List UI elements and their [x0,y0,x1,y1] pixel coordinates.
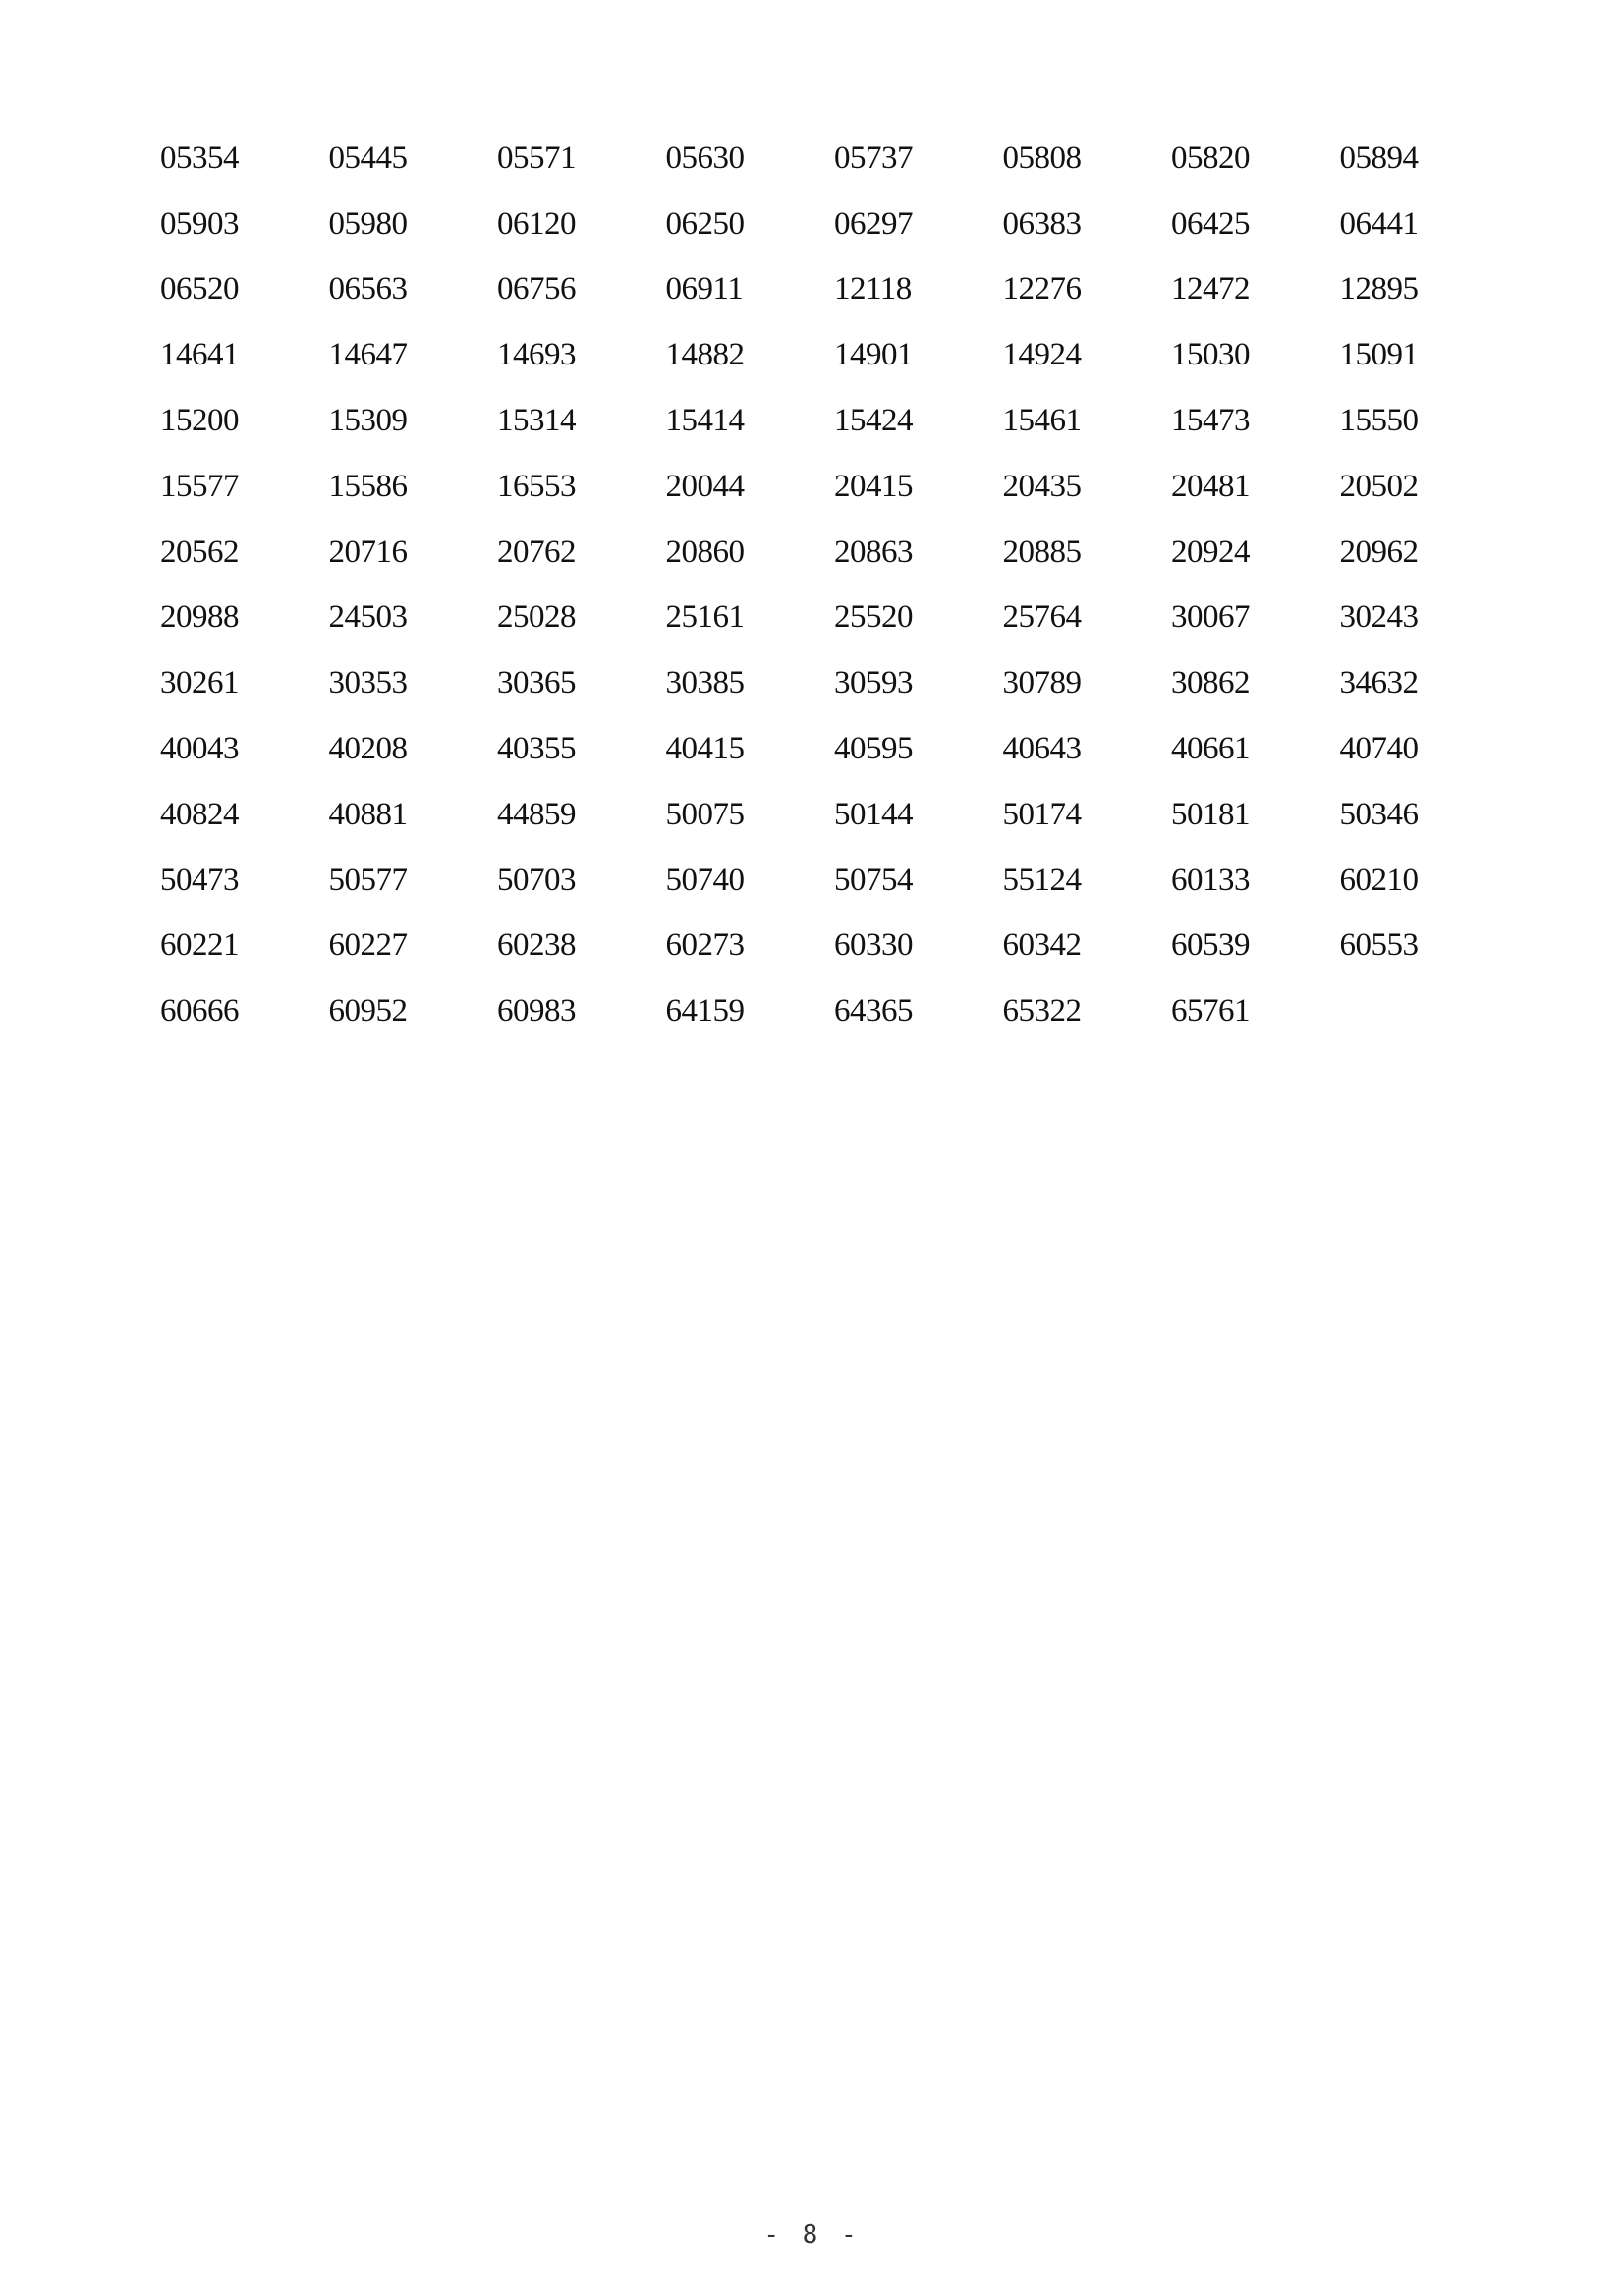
number-cell: 06250 [665,205,745,242]
number-cell: 40208 [328,731,408,767]
number-cell: 50181 [1171,796,1250,832]
number-cell: 25764 [1002,599,1082,636]
number-row [160,257,1516,323]
number-cell: 50754 [834,862,913,898]
number-cell: 05571 [497,140,576,176]
number-row [160,586,1516,651]
number-cell: 60539 [1171,927,1250,964]
number-cell: 30862 [1171,665,1250,701]
number-cell: 40415 [665,731,745,767]
number-cell: 60952 [328,993,408,1030]
number-cell: 40355 [497,731,576,767]
number-row [160,979,1516,1044]
number-cell: 30353 [328,665,408,701]
number-cell: 14693 [497,337,576,373]
number-cell: 05630 [665,140,745,176]
number-cell: 20885 [1002,533,1082,570]
number-cell: 15586 [328,468,408,504]
number-cell: 50346 [1339,796,1419,832]
number-cell: 20481 [1171,468,1250,504]
number-cell: 15461 [1002,403,1082,439]
number-cell: 05808 [1002,140,1082,176]
number-cell: 30067 [1171,599,1250,636]
number-cell: 30365 [497,665,576,701]
number-cell: 05980 [328,205,408,242]
number-cell: 20860 [665,533,745,570]
number-cell: 06756 [497,271,576,308]
number-cell: 64159 [665,993,745,1030]
number-cell: 65761 [1171,993,1250,1030]
number-row [160,126,1516,192]
number-cell: 15550 [1339,403,1419,439]
number-cell: 20762 [497,533,576,570]
number-cell: 25161 [665,599,745,636]
number-cell: 30243 [1339,599,1419,636]
number-cell: 15473 [1171,403,1250,439]
number-cell: 12472 [1171,271,1250,308]
number-cell: 05445 [328,140,408,176]
number-cell: 40661 [1171,731,1250,767]
number-cell: 50174 [1002,796,1082,832]
number-cell: 25520 [834,599,913,636]
number-cell: 50577 [328,862,408,898]
number-row [160,848,1516,914]
number-cell: 40881 [328,796,408,832]
number-cell: 50075 [665,796,745,832]
number-cell: 44859 [497,796,576,832]
number-cell: 14901 [834,337,913,373]
page-number: - 8 - [763,2220,861,2250]
number-cell: 05354 [160,140,239,176]
number-cell: 12276 [1002,271,1082,308]
number-cell: 40043 [160,731,239,767]
number-cell: 64365 [834,993,913,1030]
number-cell: 15314 [497,403,576,439]
number-cell: 60342 [1002,927,1082,964]
number-cell: 15309 [328,403,408,439]
number-cell: 30789 [1002,665,1082,701]
number-cell: 30593 [834,665,913,701]
number-cell: 15200 [160,403,239,439]
number-cell: 60983 [497,993,576,1030]
number-cell: 40643 [1002,731,1082,767]
number-cell: 06441 [1339,205,1419,242]
number-grid [160,126,1516,1044]
number-cell: 05737 [834,140,913,176]
number-cell: 50740 [665,862,745,898]
number-cell: 40740 [1339,731,1419,767]
number-cell: 20716 [328,533,408,570]
number-cell: 20863 [834,533,913,570]
number-cell: 05903 [160,205,239,242]
number-cell: 60133 [1171,862,1250,898]
number-cell: 40595 [834,731,913,767]
number-row [160,520,1516,586]
number-cell: 06297 [834,205,913,242]
number-cell: 60238 [497,927,576,964]
number-cell: 20988 [160,599,239,636]
number-cell: 20562 [160,533,239,570]
number-cell: 06563 [328,271,408,308]
number-cell: 50473 [160,862,239,898]
number-cell: 60221 [160,927,239,964]
number-cell: 14647 [328,337,408,373]
number-row [160,914,1516,980]
number-cell: 15091 [1339,337,1419,373]
number-row [160,322,1516,388]
number-cell: 14641 [160,337,239,373]
number-cell: 14924 [1002,337,1082,373]
number-cell: 30261 [160,665,239,701]
number-cell: 30385 [665,665,745,701]
number-row [160,716,1516,782]
number-cell: 40824 [160,796,239,832]
number-cell: 60273 [665,927,745,964]
number-row [160,192,1516,257]
number-cell: 20415 [834,468,913,504]
number-cell: 20435 [1002,468,1082,504]
number-cell: 25028 [497,599,576,636]
number-cell: 50703 [497,862,576,898]
number-cell: 05894 [1339,140,1419,176]
number-cell: 60227 [328,927,408,964]
number-cell: 05820 [1171,140,1250,176]
number-cell: 12895 [1339,271,1419,308]
number-row [160,650,1516,716]
number-cell: 55124 [1002,862,1082,898]
number-cell: 06520 [160,271,239,308]
number-row [160,454,1516,520]
number-cell: 60210 [1339,862,1419,898]
number-cell: 15030 [1171,337,1250,373]
number-cell: 60330 [834,927,913,964]
number-cell: 65322 [1002,993,1082,1030]
number-cell: 16553 [497,468,576,504]
number-cell: 60666 [160,993,239,1030]
number-cell: 60553 [1339,927,1419,964]
number-cell: 06120 [497,205,576,242]
number-cell: 12118 [834,271,912,308]
number-cell: 06425 [1171,205,1250,242]
number-cell: 50144 [834,796,913,832]
number-row [160,782,1516,848]
number-cell: 06383 [1002,205,1082,242]
number-cell: 20924 [1171,533,1250,570]
number-cell: 15577 [160,468,239,504]
number-cell: 06911 [665,271,744,308]
number-cell: 20502 [1339,468,1419,504]
number-row [160,388,1516,454]
number-cell: 15414 [665,403,745,439]
number-cell: 34632 [1339,665,1419,701]
number-cell: 24503 [328,599,408,636]
number-cell: 14882 [665,337,745,373]
number-cell: 20044 [665,468,745,504]
number-cell: 15424 [834,403,913,439]
number-cell: 20962 [1339,533,1419,570]
